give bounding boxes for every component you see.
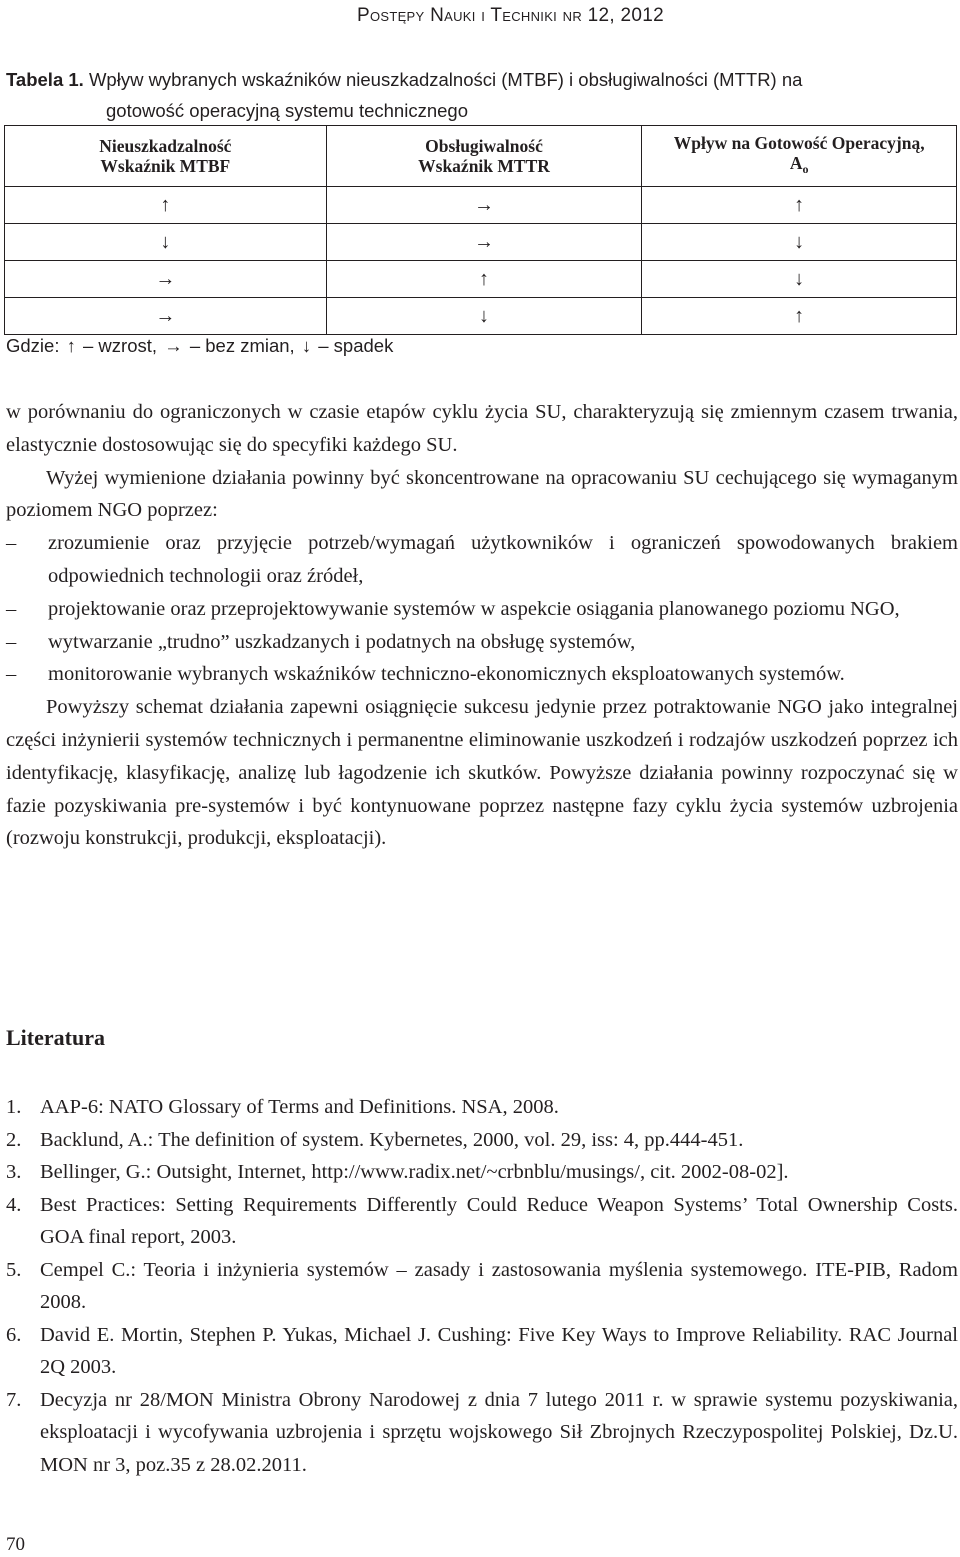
arrow-right-icon: → — [164, 335, 183, 356]
dash-icon: – — [6, 532, 17, 555]
arrow-icon: ↓ — [642, 224, 957, 261]
arrow-icon: ↑ — [326, 261, 642, 298]
list-item: – monitorowanie wybranych wskaźników techniczno-ekonomicznych eksploatowanych systemów. — [6, 658, 958, 691]
paragraph: w porównaniu do ograniczonych w czasie etapów cyklu życia SU, charakteryzują się zmiennym czasem trwania, elastycznie dostosowując się do specyfiki każdego SU. — [6, 401, 958, 456]
caption-text-1: Wpływ wybranych wskaźników nieuszkadzalności (MTBF) i obsługiwalności (MTTR) na — [88, 69, 803, 90]
table-label: Tabela 1. — [6, 69, 84, 90]
arrow-icon: → — [326, 187, 642, 224]
arrow-icon: ↑ — [642, 298, 957, 335]
table-row — [5, 298, 957, 335]
caption-line-2: gotowość operacyjną systemu technicznego — [106, 100, 468, 121]
caption-line-1 — [6, 64, 956, 95]
list-item: 4. Best Practices: Setting Requirements Differently Could Reduce Weapon Systems’ Total Ownership Costs. GOA final report, 2003. — [6, 1193, 958, 1248]
arrow-down-icon: ↓ — [301, 335, 312, 356]
dash-icon: – — [6, 630, 17, 653]
list-item: – wytwarzanie „trudno” uszkadzanych i podatnych na obsługę systemów, — [6, 626, 958, 659]
legend-prefix: Gdzie: — [6, 335, 60, 356]
paragraph: Wyżej wymienione działania powinny być skoncentrowane na opracowaniu SU cechującego się wymaganym poziomem NGO poprzez: — [6, 466, 958, 522]
paragraph: Powyższy schemat działania zapewni osiągnięcie sukcesu jedynie przez potraktowanie NGO jako integralnej części inżynierii systemów technicznych i permanentne eliminowanie uszkodzeń i rodzajów uszkodzeń poprzez ich identyfikację, klasyfikację, analizę lub łagodzenie ich skutków. Powyższe działania powinny rozpoczynać się w fazie pozyskiwania pre-systemów i być kontynuowane poprzez następne fazy cyklu życia systemów uzbrojenia (rozwoju konstrukcji, produkcji, eksploatacji). — [6, 696, 958, 850]
table-header-row — [5, 126, 957, 187]
arrow-icon: ↓ — [5, 224, 327, 261]
running-head: Postępy Nauki i Techniki nr 12, 2012 — [356, 5, 664, 26]
table-row — [5, 187, 957, 224]
arrow-icon: ↓ — [642, 261, 957, 298]
arrow-icon: ↓ — [326, 298, 642, 335]
reference-list — [6, 1091, 958, 1481]
table-row — [5, 261, 957, 298]
list-item: 2. Backlund, A.: The definition of system. Kybernetes, 2000, vol. 29, iss: 4, pp.444-451. — [6, 1128, 744, 1151]
legend-down-label: – spadek — [318, 335, 394, 356]
dash-icon: – — [6, 663, 17, 686]
list-item: 7. Decyzja nr 28/MON Ministra Obrony Narodowej z dnia 7 lutego 2011 r. w sprawie systemu pozyskiwania, eksploatacji i wycofywania uzbrojenia i sprzętu wojskowego Sił Zbrojnych Rzeczypospolitej Polskiej, Dz.U. MON nr 3, poz.35 z 28.02.2011. — [6, 1388, 958, 1476]
arrow-icon: ↑ — [5, 187, 327, 224]
header-availability: Wpływ na Gotowość Operacyjną, $A_o$ — [642, 126, 957, 187]
page-number: 70 — [6, 1534, 25, 1555]
arrow-icon: → — [5, 298, 327, 335]
table-row — [5, 224, 957, 261]
list-item: – zrozumienie oraz przyjęcie potrzeb/wymagań użytkowników i ograniczeń spowodowanych brakiem odpowiednich technologii oraz źródeł, — [6, 527, 958, 593]
list-item: – projektowanie oraz przeprojektowywanie systemów w aspekcie osiągania planowanego poziomu NGO, — [6, 593, 958, 626]
body-text — [6, 396, 958, 855]
legend-up-label: – wzrost, — [83, 335, 158, 356]
section-heading: Literatura — [6, 1025, 105, 1050]
dash-icon: – — [6, 597, 17, 620]
legend-right-label: – bez zmian, — [189, 335, 295, 356]
list-item: 3. Bellinger, G.: Outsight, Internet, http://www.radix.net/~crbnblu/musings/, cit. 2002-08-02]. — [6, 1161, 789, 1183]
arrow-up-icon: ↑ — [66, 335, 76, 356]
list-item: 1. AAP-6: NATO Glossary of Terms and Definitions. NSA, 2008. — [6, 1096, 559, 1118]
table-legend — [6, 333, 395, 359]
list-item: 6. David E. Mortin, Stephen P. Yukas, Michael J. Cushing: Five Key Ways to Improve Reliability. RAC Journal 2Q 2003. — [6, 1323, 958, 1378]
arrow-icon: → — [5, 261, 327, 298]
header-mttr: Obsługiwalność Wskaźnik MTTR — [326, 126, 642, 187]
header-mtbf: Nieuszkadzalność Wskaźnik MTBF — [5, 126, 327, 187]
arrow-icon: → — [326, 224, 642, 261]
arrow-icon: ↑ — [642, 187, 957, 224]
table-caption — [6, 64, 956, 126]
list-item: 5. Cempel C.: Teoria i inżynieria systemów – zasady i zastosowania myślenia systemowego. ITE-PIB, Radom 2008. — [6, 1258, 958, 1313]
influence-table — [4, 125, 957, 335]
dash-list — [6, 527, 958, 691]
